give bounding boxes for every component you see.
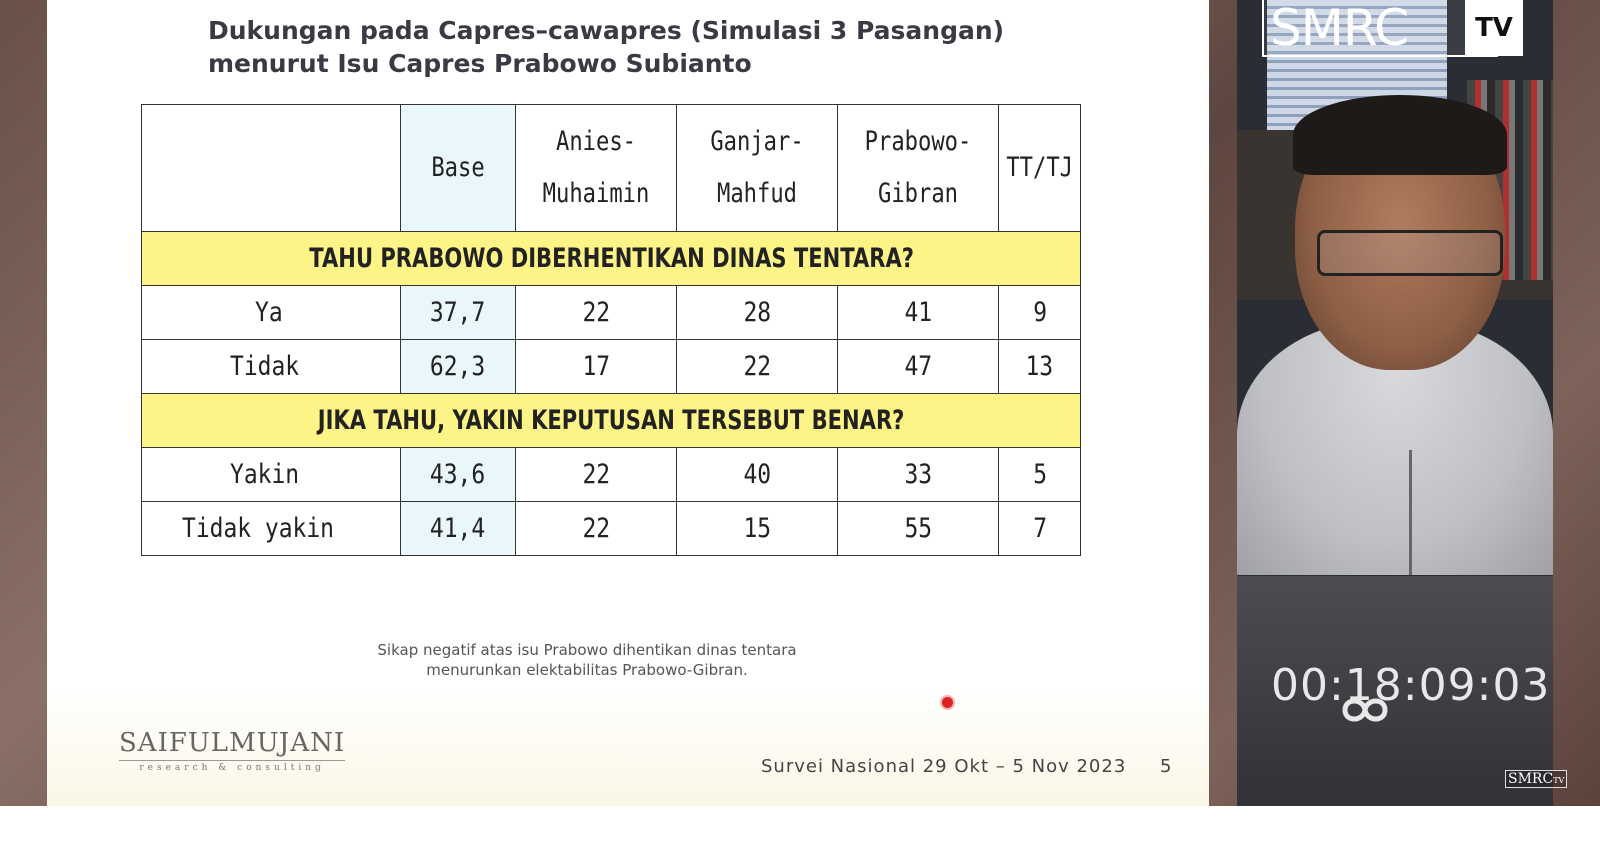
table-row xyxy=(142,340,1081,394)
slide-title-line1: Dukungan pada Capres–cawapres (Simulasi 3 Pasangan) xyxy=(208,16,1005,45)
cell-anies: 22 xyxy=(516,286,677,340)
header-empty-cell xyxy=(142,105,401,232)
hoodie-zipper xyxy=(1409,450,1412,575)
presenter-glasses xyxy=(1317,230,1503,276)
slide-note xyxy=(287,640,887,680)
cell-ganjar: 40 xyxy=(677,448,838,502)
section-row-1 xyxy=(142,232,1081,286)
timecode: 00:18:09:03 xyxy=(1271,660,1551,711)
row-label: Yakin xyxy=(142,448,401,502)
logo-smrc-text: SMRC xyxy=(1270,0,1409,57)
section-row-2 xyxy=(142,394,1081,448)
smrc-tv-logo xyxy=(1262,0,1498,57)
presenter-hair xyxy=(1293,95,1507,175)
slide-title xyxy=(208,14,1108,80)
header-anies-muhaimin: Anies- Muhaimin xyxy=(516,105,677,232)
cell-tttj: 9 xyxy=(999,286,1081,340)
cell-anies: 22 xyxy=(516,502,677,556)
note-line1: Sikap negatif atas isu Prabowo dihentikan dinas tentara xyxy=(377,641,797,659)
header-ganjar-mahfud: Ganjar- Mahfud xyxy=(677,105,838,232)
cell-ganjar: 15 xyxy=(677,502,838,556)
presentation-slide xyxy=(47,0,1209,806)
saifulmujani-logo xyxy=(119,728,345,773)
row-label: Tidak xyxy=(142,340,401,394)
mini-smrc-logo: SMRCTV xyxy=(1505,770,1567,788)
cell-tttj: 7 xyxy=(999,502,1081,556)
brand-subtitle: research & consulting xyxy=(139,763,325,773)
survey-table xyxy=(141,104,1081,556)
logo-tv-badge: TV xyxy=(1465,0,1523,56)
header-base: Base xyxy=(401,105,516,232)
header-tt-tj: TT/TJ xyxy=(999,105,1081,232)
cell-ganjar: 28 xyxy=(677,286,838,340)
cell-anies: 17 xyxy=(516,340,677,394)
presenter-video xyxy=(1237,0,1565,806)
note-line2: menurunkan elektabilitas Prabowo-Gibran. xyxy=(426,661,748,679)
cell-prabowo: 41 xyxy=(838,286,999,340)
page-number: 5 xyxy=(1160,756,1172,777)
cell-base: 37,7 xyxy=(401,286,516,340)
slide-title-line2: menurut Isu Capres Prabowo Subianto xyxy=(208,49,752,78)
row-label: Ya xyxy=(142,286,401,340)
loop-icon xyxy=(1333,690,1397,730)
section-heading: JIKA TAHU, YAKIN KEPUTUSAN TERSEBUT BENAR? xyxy=(142,394,1081,448)
table-row xyxy=(142,502,1081,556)
cell-tttj: 13 xyxy=(999,340,1081,394)
cell-tttj: 5 xyxy=(999,448,1081,502)
row-label: Tidak yakin xyxy=(142,502,401,556)
cell-anies: 22 xyxy=(516,448,677,502)
laser-pointer-dot xyxy=(942,697,953,708)
table-header-row xyxy=(142,105,1081,232)
table-row xyxy=(142,286,1081,340)
frame-bottom xyxy=(0,806,1600,841)
brand-name: SAIFULMUJANI xyxy=(119,728,345,761)
cell-base: 43,6 xyxy=(401,448,516,502)
cell-base: 62,3 xyxy=(401,340,516,394)
section-heading: TAHU PRABOWO DIBERHENTIKAN DINAS TENTARA? xyxy=(142,232,1081,286)
survey-label: Survei Nasional 29 Okt – 5 Nov 2023 xyxy=(761,756,1127,777)
header-prabowo-gibran: Prabowo- Gibran xyxy=(838,105,999,232)
cell-ganjar: 22 xyxy=(677,340,838,394)
cell-prabowo: 47 xyxy=(838,340,999,394)
cell-prabowo: 55 xyxy=(838,502,999,556)
cell-base: 41,4 xyxy=(401,502,516,556)
table-row xyxy=(142,448,1081,502)
cell-prabowo: 33 xyxy=(838,448,999,502)
